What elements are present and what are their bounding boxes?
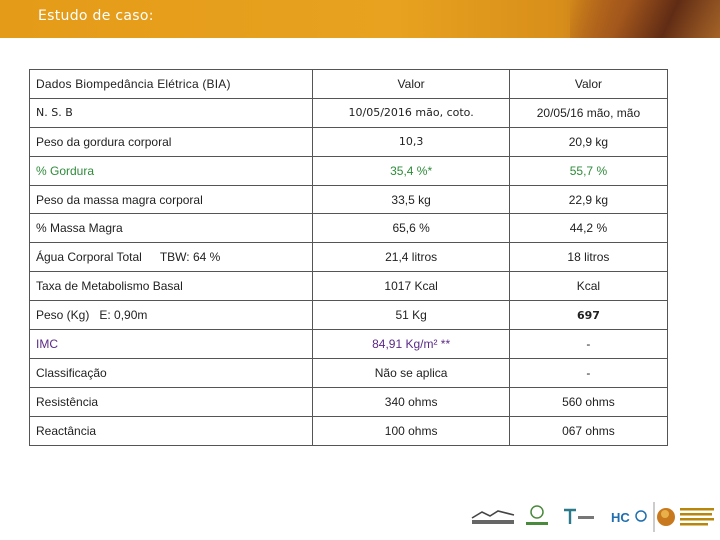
table-row <box>30 387 668 416</box>
row-label: % Gordura <box>30 156 313 185</box>
row-label: Peso da massa magra corporal <box>30 185 313 214</box>
row-value-2: 22,9 kg <box>509 185 667 214</box>
table-header-row <box>30 70 668 99</box>
row-label-extra: E: 0,90m <box>99 308 148 323</box>
footer-logos <box>468 500 718 534</box>
row-value-1: 340 ohms <box>313 387 509 416</box>
partner-logo-3 <box>558 500 598 534</box>
row-value-1: 84,91 Kg/m² ** <box>313 330 509 359</box>
row-value-2: 697 <box>509 301 667 330</box>
row-label: N. S. B <box>30 98 313 127</box>
row-value-1: 10/05/2016 mão, coto. <box>313 98 509 127</box>
row-value-2: 20/05/16 mão, mão <box>509 98 667 127</box>
row-value-1: 65,6 % <box>313 214 509 243</box>
row-value-2: - <box>509 330 667 359</box>
row-value-1: Não se aplica <box>313 358 509 387</box>
table-row <box>30 98 668 127</box>
row-value-1: 35,4 %* <box>313 156 509 185</box>
row-label: Peso (Kg) <box>36 308 90 323</box>
title-bar <box>0 0 720 38</box>
bia-table <box>29 69 668 446</box>
table-row <box>30 416 668 445</box>
row-label-cell <box>30 243 313 272</box>
table-row <box>30 358 668 387</box>
table-row <box>30 272 668 301</box>
slide-title: Estudo de caso: <box>38 8 154 24</box>
row-value-2: 560 ohms <box>509 387 667 416</box>
header-cell-label: Dados Biompedância Elétrica (BIA) <box>30 70 313 99</box>
table-row <box>30 156 668 185</box>
header-photo <box>570 0 720 38</box>
table-row <box>30 127 668 156</box>
row-value-1: 1017 Kcal <box>313 272 509 301</box>
partner-logo-4 <box>608 500 650 534</box>
row-value-2: 55,7 % <box>509 156 667 185</box>
header-cell-value-1: Valor <box>313 70 509 99</box>
row-value-2: 44,2 % <box>509 214 667 243</box>
row-label-extra: TBW: 64 % <box>159 250 221 265</box>
table-row <box>30 301 668 330</box>
row-value-1: 100 ohms <box>313 416 509 445</box>
table-row <box>30 185 668 214</box>
row-label: Classificação <box>30 358 313 387</box>
row-value-1: 51 Kg <box>313 301 509 330</box>
row-value-1: 21,4 litros <box>313 243 509 272</box>
row-label: Água Corporal Total <box>36 250 142 265</box>
row-label: Taxa de Metabolismo Basal <box>30 272 313 301</box>
partner-logo-2 <box>522 500 552 534</box>
row-label: Peso da gordura corporal <box>30 127 313 156</box>
table-row <box>30 243 668 272</box>
row-value-2: Kcal <box>509 272 667 301</box>
row-value-1: 10,3 <box>313 127 509 156</box>
row-label-cell <box>30 301 313 330</box>
row-value-2: - <box>509 358 667 387</box>
table-row <box>30 330 668 359</box>
row-label: Reactância <box>30 416 313 445</box>
partner-logo-5 <box>652 500 718 534</box>
svg-text:HC: HC <box>611 510 630 525</box>
row-value-2: 20,9 kg <box>509 127 667 156</box>
row-label: % Massa Magra <box>30 214 313 243</box>
row-value-2: 067 ohms <box>509 416 667 445</box>
row-label: Resistência <box>30 387 313 416</box>
row-label: IMC <box>30 330 313 359</box>
row-value-2: 18 litros <box>509 243 667 272</box>
table-row <box>30 214 668 243</box>
header-cell-value-2: Valor <box>509 70 667 99</box>
row-value-1: 33,5 kg <box>313 185 509 214</box>
partner-logo-1 <box>468 500 518 534</box>
